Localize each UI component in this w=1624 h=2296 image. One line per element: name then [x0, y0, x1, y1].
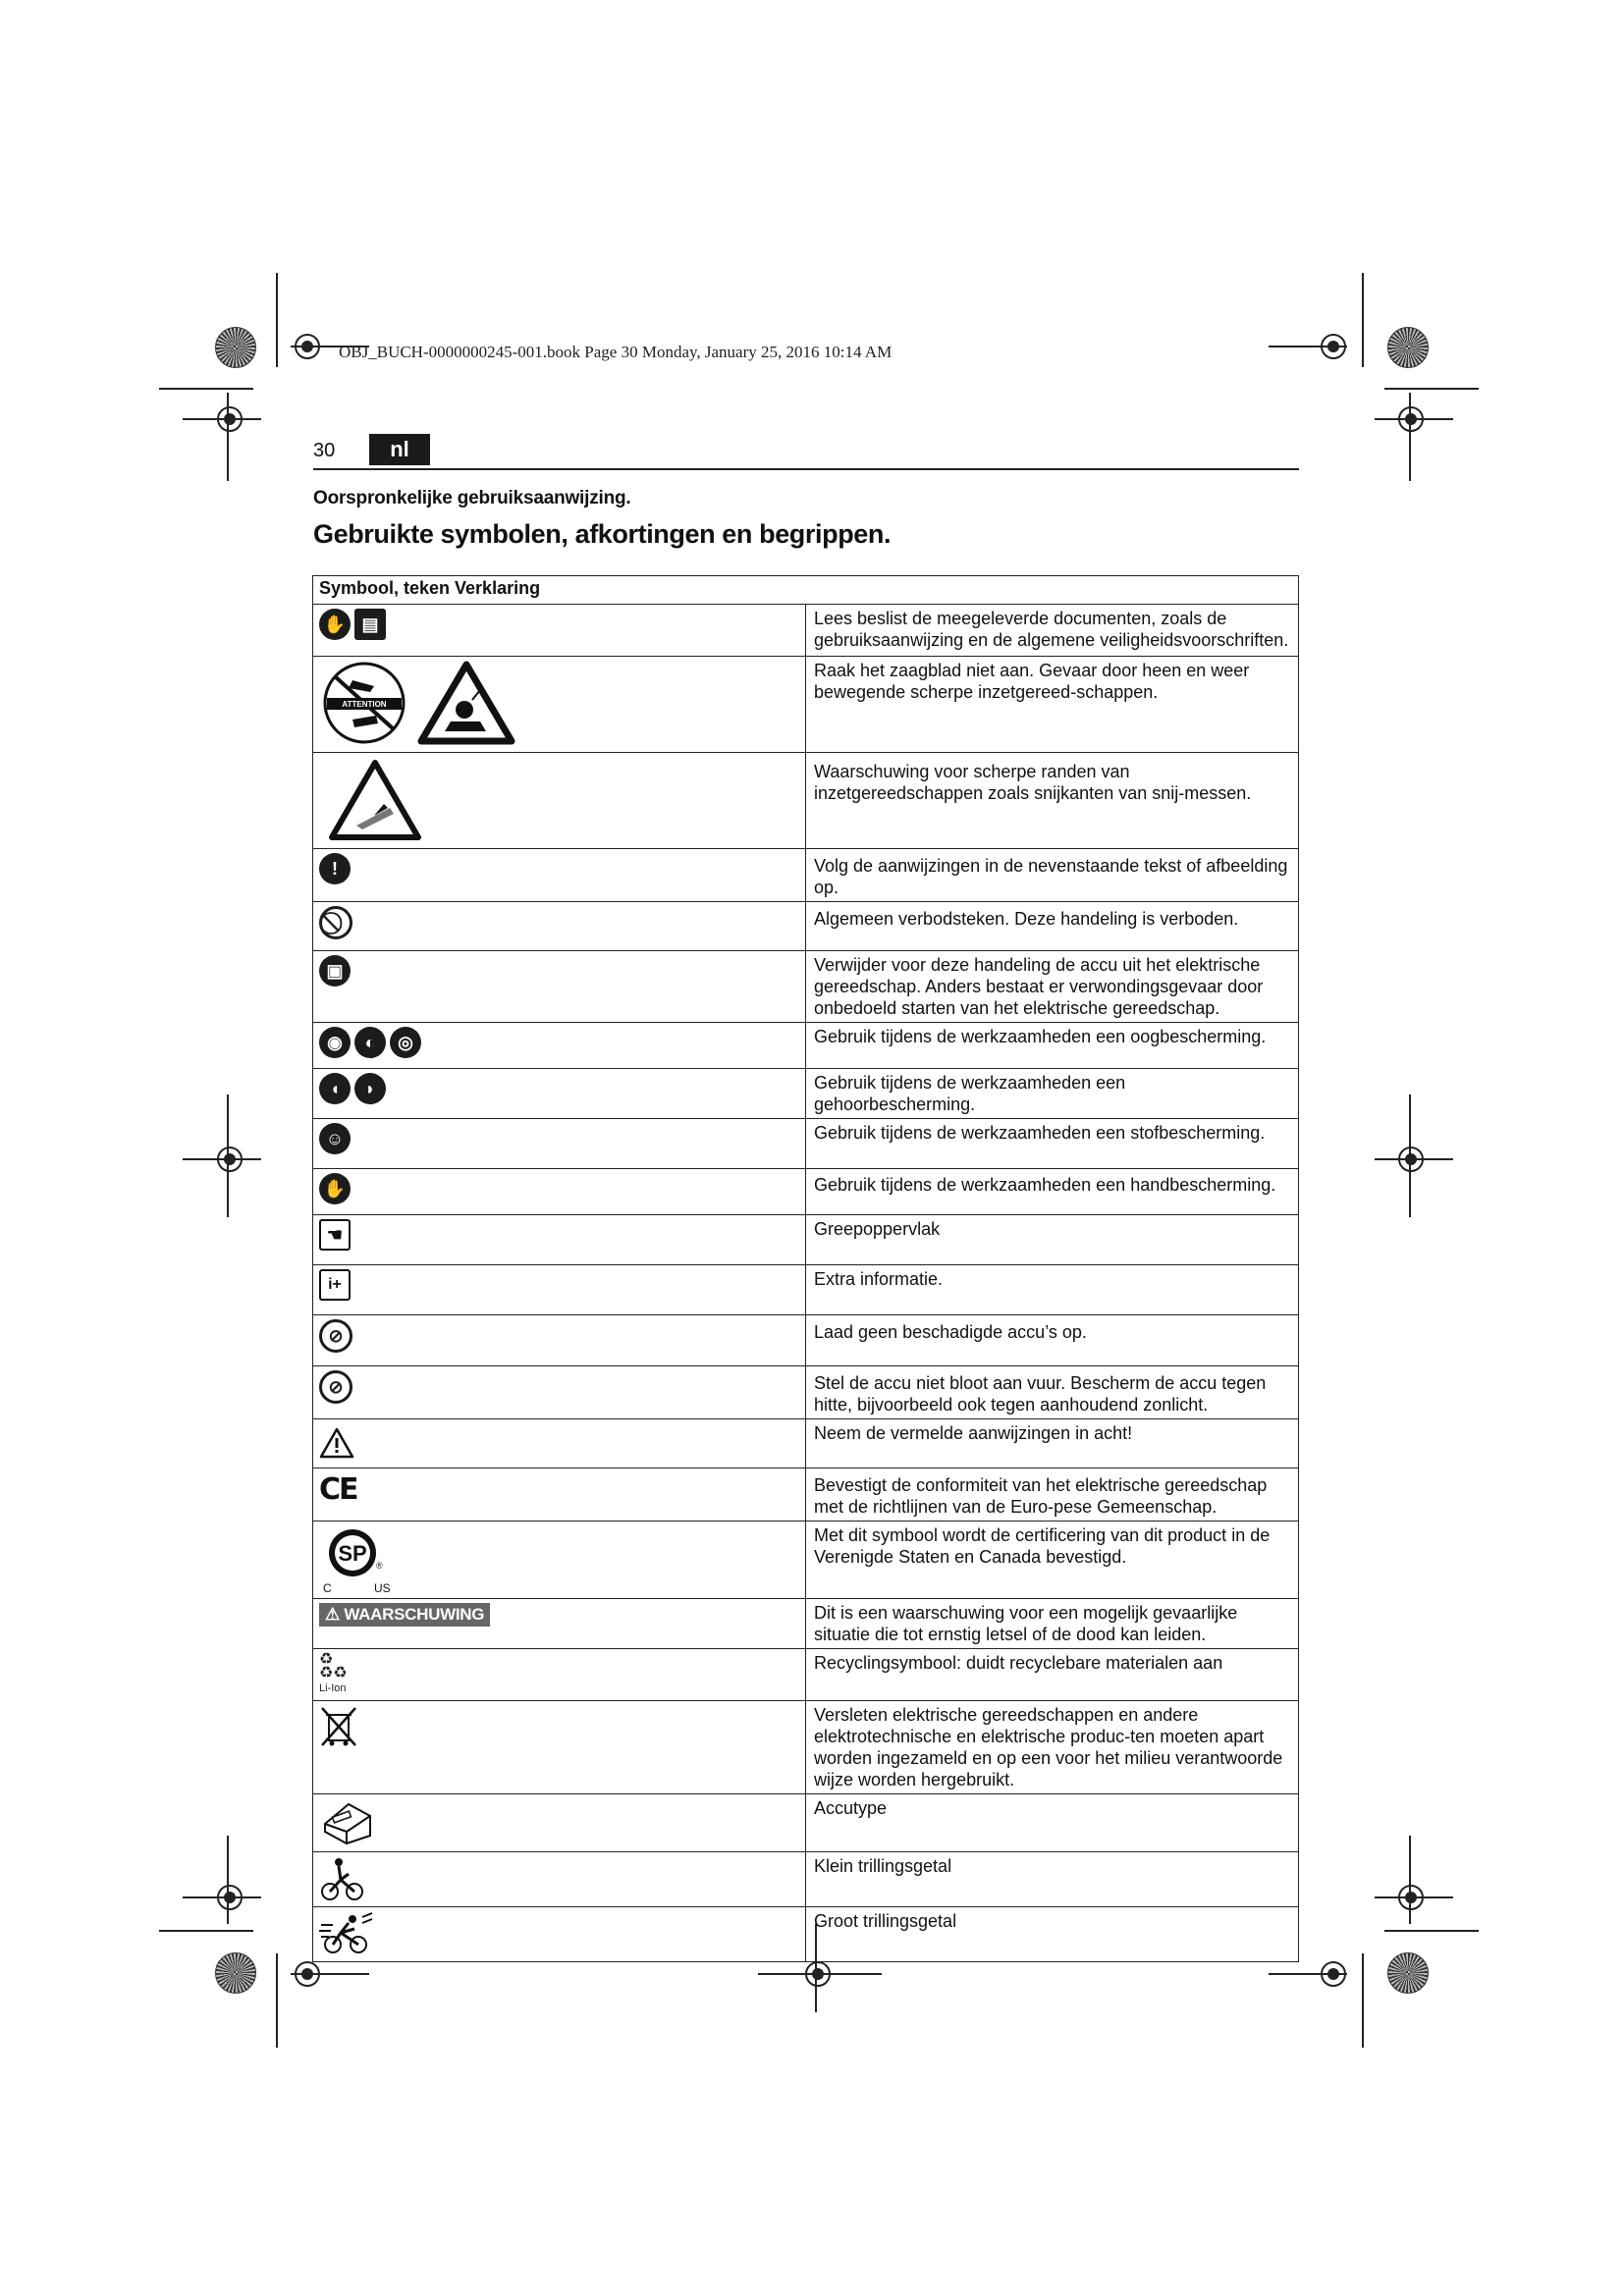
crop-line — [1362, 273, 1364, 367]
csa-c-label: C — [323, 1581, 332, 1594]
description: Volg de aanwijzingen in de nevenstaande tekst of afbeelding op. — [806, 849, 1299, 902]
reg-cross-line — [227, 1095, 229, 1217]
goggles-icon: ◉ — [319, 1027, 351, 1058]
table-header-row — [313, 576, 1299, 605]
registration-rose-icon — [1387, 327, 1429, 368]
description: Gebruik tijdens de werkzaamheden een gehoorbescherming. — [806, 1069, 1299, 1119]
table-row — [313, 1522, 1299, 1599]
sharp-edges-warning-icon — [327, 757, 423, 843]
table-row — [313, 1315, 1299, 1366]
table-row — [313, 1907, 1299, 1962]
description: Gebruik tijdens de werkzaamheden een handbescherming. — [806, 1169, 1299, 1215]
description: Gebruik tijdens de werkzaamheden een stofbescherming. — [806, 1119, 1299, 1169]
registration-rose-icon — [1387, 1952, 1429, 1994]
cyclist-fast-icon — [319, 1911, 374, 1956]
reg-cross-line — [1375, 418, 1453, 420]
table-row — [313, 902, 1299, 951]
registration-rose-icon — [215, 1952, 256, 1994]
warning-badge-label: WAARSCHUWING — [344, 1605, 485, 1624]
table-row — [313, 951, 1299, 1023]
reg-cross-line — [1409, 1095, 1411, 1217]
table-row — [313, 1852, 1299, 1907]
table-row — [313, 1215, 1299, 1265]
remove-battery-icon: ▣ — [319, 955, 351, 987]
reg-cross-line — [183, 1158, 261, 1160]
table-row — [313, 753, 1299, 849]
table-row — [313, 1468, 1299, 1522]
attention-hand-icon — [319, 661, 409, 745]
table-header: Symbool, teken Verklaring — [313, 576, 1299, 605]
crop-line — [1384, 1930, 1479, 1932]
reg-cross-line — [758, 1973, 882, 1975]
description: Extra informatie. — [806, 1265, 1299, 1315]
table-row — [313, 849, 1299, 902]
exclamation-icon: ! — [319, 853, 351, 884]
no-fire-battery-icon: ⊘ — [319, 1370, 352, 1404]
book-icon: ▤ — [354, 609, 386, 640]
ear-protection-icon: ◗ — [354, 1073, 386, 1104]
description: Klein trillingsgetal — [806, 1852, 1299, 1907]
table-row — [313, 657, 1299, 753]
reg-cross-line — [291, 1973, 369, 1975]
dust-mask-icon: ☺ — [319, 1123, 351, 1154]
csa-mark-icon — [319, 1525, 398, 1594]
language-tab: nl — [369, 434, 430, 465]
registration-target-icon — [1321, 334, 1346, 359]
description: Bevestigt de conformiteit van het elektrische gereedschap met de richtlijnen van de Euro-pese Gemeenschap. — [806, 1468, 1299, 1522]
grip-surface-icon: ☚ — [319, 1219, 351, 1251]
description: Recyclingsymbool: duidt recyclebare materialen aan — [806, 1649, 1299, 1701]
ear-muff-icon: ◖ — [319, 1073, 351, 1104]
description: Gebruik tijdens de werkzaamheden een oogbescherming. — [806, 1023, 1299, 1069]
reg-cross-line — [183, 1896, 261, 1898]
cyclist-slow-icon — [319, 1856, 366, 1901]
prohibited-icon — [319, 906, 352, 939]
blade-warning-icon — [417, 661, 515, 745]
crop-line — [1362, 1953, 1364, 2048]
table-row — [313, 1649, 1299, 1701]
reg-cross-line — [227, 393, 229, 481]
crop-line — [159, 388, 253, 390]
crop-line — [1384, 388, 1479, 390]
description: Neem de vermelde aanwijzingen in acht! — [806, 1419, 1299, 1468]
reg-cross-line — [227, 1836, 229, 1924]
glasses-icon: ◎ — [390, 1027, 421, 1058]
reg-cross-line — [1269, 1973, 1347, 1975]
table-row — [313, 1366, 1299, 1419]
registered-icon: ® — [376, 1561, 383, 1571]
table-row — [313, 1701, 1299, 1794]
table-row — [313, 1265, 1299, 1315]
table-row — [313, 1419, 1299, 1468]
warning-triangle-icon — [319, 1427, 354, 1459]
description: Verwijder voor deze handeling de accu uit het elektrische gereedschap. Anders bestaat er verwondingsgevaar door onbedoeld starten van het elektrische gereedschap. — [806, 951, 1299, 1023]
registration-rose-icon — [215, 327, 256, 368]
crossed-bin-icon — [319, 1705, 358, 1750]
crop-line — [159, 1930, 253, 1932]
description: Dit is een waarschuwing voor een mogelijk gevaarlijke situatie die tot ernstig letsel of de dood kan leiden. — [806, 1599, 1299, 1649]
gloves-icon: ✋ — [319, 1173, 351, 1204]
description: Lees beslist de meegeleverde documenten, zoals de gebruiksaanwijzing en de algemene veiligheidsvoorschriften. — [806, 605, 1299, 657]
book-slug: OBJ_BUCH-0000000245-001.book Page 30 Monday, January 25, 2016 10:14 AM — [339, 343, 893, 361]
description: Accutype — [806, 1794, 1299, 1852]
crop-line — [276, 273, 278, 367]
recycling-icon: ♻ ♻♻ Li-Ion — [319, 1651, 348, 1694]
description: Versleten elektrische gereedschappen en andere elektrotechnische en elektrische produc-ten moeten apart worden ingezameld en op een voor het milieu verantwoorde wijze worden hergebruikt. — [806, 1701, 1299, 1794]
csa-us-label: US — [374, 1581, 391, 1594]
table-row — [313, 1794, 1299, 1852]
reg-cross-line — [1375, 1896, 1453, 1898]
description: Met dit symbool wordt de certificering van dit product in de Verenigde Staten en Canada bevestigd. — [806, 1522, 1299, 1599]
li-ion-label: Li-Ion — [319, 1682, 347, 1694]
page-title: Gebruikte symbolen, afkortingen en begrippen. — [313, 519, 892, 549]
table-row — [313, 1119, 1299, 1169]
subtitle: Oorspronkelijke gebruiksaanwijzing. — [313, 488, 631, 508]
symbol-table — [312, 575, 1299, 1962]
info-plus-icon: i+ — [319, 1269, 351, 1301]
table-row — [313, 1169, 1299, 1215]
table-row — [313, 605, 1299, 657]
csa-letters: SP — [338, 1541, 367, 1566]
table-row — [313, 1599, 1299, 1649]
reg-cross-line — [1409, 1836, 1411, 1924]
read-manual-icon: ✋ — [319, 609, 351, 640]
description: Greepoppervlak — [806, 1215, 1299, 1265]
attention-badge: ATTENTION — [342, 700, 387, 709]
reg-cross-line — [183, 418, 261, 420]
page-number: 30 — [313, 440, 336, 461]
table-row — [313, 1023, 1299, 1069]
description: Laad geen beschadigde accu’s op. — [806, 1315, 1299, 1366]
description: Waarschuwing voor scherpe randen van inzetgereedschappen zoals snijkanten van snij-messen. — [806, 753, 1299, 849]
no-charge-damaged-battery-icon: ⊘ — [319, 1319, 352, 1353]
face-shield-icon: ◐ — [354, 1027, 386, 1058]
description: Groot trillingsgetal — [806, 1907, 1299, 1962]
description: Raak het zaagblad niet aan. Gevaar door heen en weer bewegende scherpe inzetgereed-schappen. — [806, 657, 1299, 753]
header-rule — [313, 468, 1299, 470]
warning-badge-icon: ⚠ WAARSCHUWING — [319, 1603, 490, 1627]
description: Stel de accu niet bloot aan vuur. Bescherm de accu tegen hitte, bijvoorbeeld ook tegen aanhoudend zonlicht. — [806, 1366, 1299, 1419]
ce-mark-icon: CE — [319, 1472, 357, 1507]
table-row — [313, 1069, 1299, 1119]
registration-target-icon — [295, 334, 320, 359]
reg-cross-line — [1375, 1158, 1453, 1160]
reg-cross-line — [1409, 393, 1411, 481]
battery-type-icon — [319, 1798, 376, 1847]
crop-line — [276, 1953, 278, 2048]
description: Algemeen verbodsteken. Deze handeling is verboden. — [806, 902, 1299, 951]
